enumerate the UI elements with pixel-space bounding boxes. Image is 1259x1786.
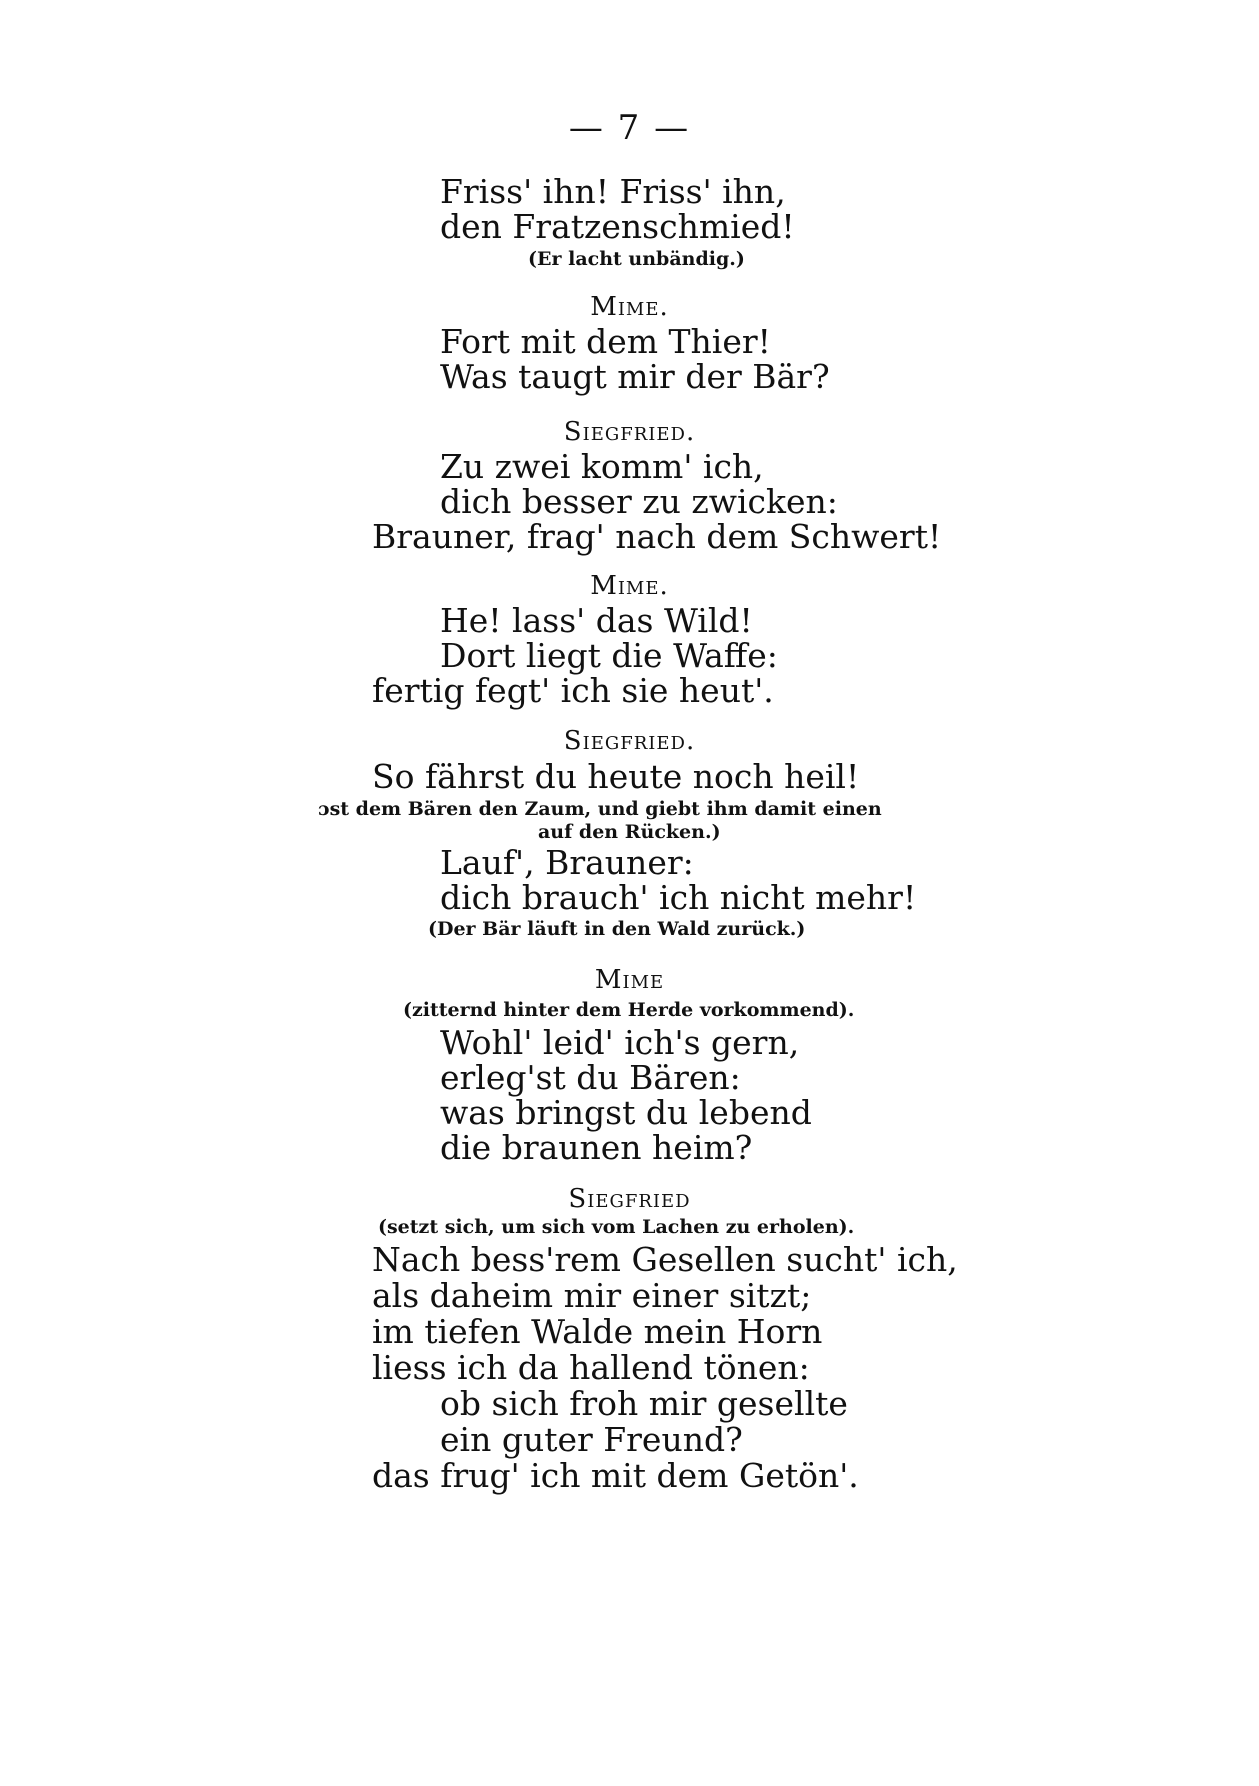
stage-direction: auf den Rücken.): [538, 821, 721, 843]
speaker-name: Siegfried: [568, 1184, 691, 1214]
verse-line: was bringst du lebend: [440, 1093, 812, 1132]
verse-line: dich brauch' ich nicht mehr!: [440, 878, 917, 917]
verse-line: Wohl' leid' ich's gern,: [440, 1023, 800, 1062]
verse-line: Was taugt mir der Bär?: [440, 357, 830, 396]
verse-line: als daheim mir einer sitzt;: [372, 1276, 812, 1315]
speaker-name: Mime.: [590, 292, 669, 322]
verse-line: erleg'st du Bären:: [440, 1058, 741, 1097]
speaker-name: Mime.: [590, 571, 669, 601]
verse-line: fertig fegt' ich sie heut'.: [372, 671, 774, 710]
verse-line: im tiefen Walde mein Horn: [372, 1312, 823, 1351]
verse-line: das frug' ich mit dem Getön'.: [372, 1456, 859, 1495]
verse-line: ein guter Freund?: [440, 1420, 743, 1459]
verse-line: liess ich da hallend tönen:: [372, 1348, 810, 1387]
verse-line: Nach bess'rem Gesellen sucht' ich,: [372, 1240, 958, 1279]
speaker-name: Siegfried.: [563, 417, 696, 447]
verse-line: Lauf', Brauner:: [440, 843, 694, 882]
verse-line: Friss' ihn! Friss' ihn,: [440, 172, 786, 211]
verse-line: So fährst du heute noch heil!: [372, 757, 860, 796]
verse-line: Zu zwei komm' ich,: [440, 447, 764, 486]
verse-line: Fort mit dem Thier!: [440, 322, 771, 361]
verse-line: He! lass' das Wild!: [440, 601, 753, 640]
verse-line: den Fratzenschmied!: [440, 207, 795, 246]
stage-direction: (setzt sich, um sich vom Lachen zu erholen).: [378, 1216, 855, 1238]
speaker-name: Mime: [594, 965, 665, 995]
verse-line: die braunen heim?: [440, 1128, 753, 1167]
stage-direction: (Der Bär läuft in den Wald zurück.): [428, 918, 806, 940]
page-number: — 7 —: [568, 108, 691, 148]
verse-line: dich besser zu zwicken:: [440, 482, 838, 521]
stage-direction: ɔst dem Bären den Zaum, und giebt ihm damit einen: [318, 798, 882, 820]
verse-line: Brauner, frag' nach dem Schwert!: [372, 517, 942, 556]
stage-direction: (Er lacht unbändig.): [528, 248, 745, 270]
verse-line: Dort liegt die Waffe:: [440, 636, 778, 675]
verse-line: ob sich froh mir gesellte: [440, 1384, 848, 1423]
stage-direction: (zitternd hinter dem Herde vorkommend).: [403, 999, 855, 1021]
speaker-name: Siegfried.: [563, 726, 696, 756]
